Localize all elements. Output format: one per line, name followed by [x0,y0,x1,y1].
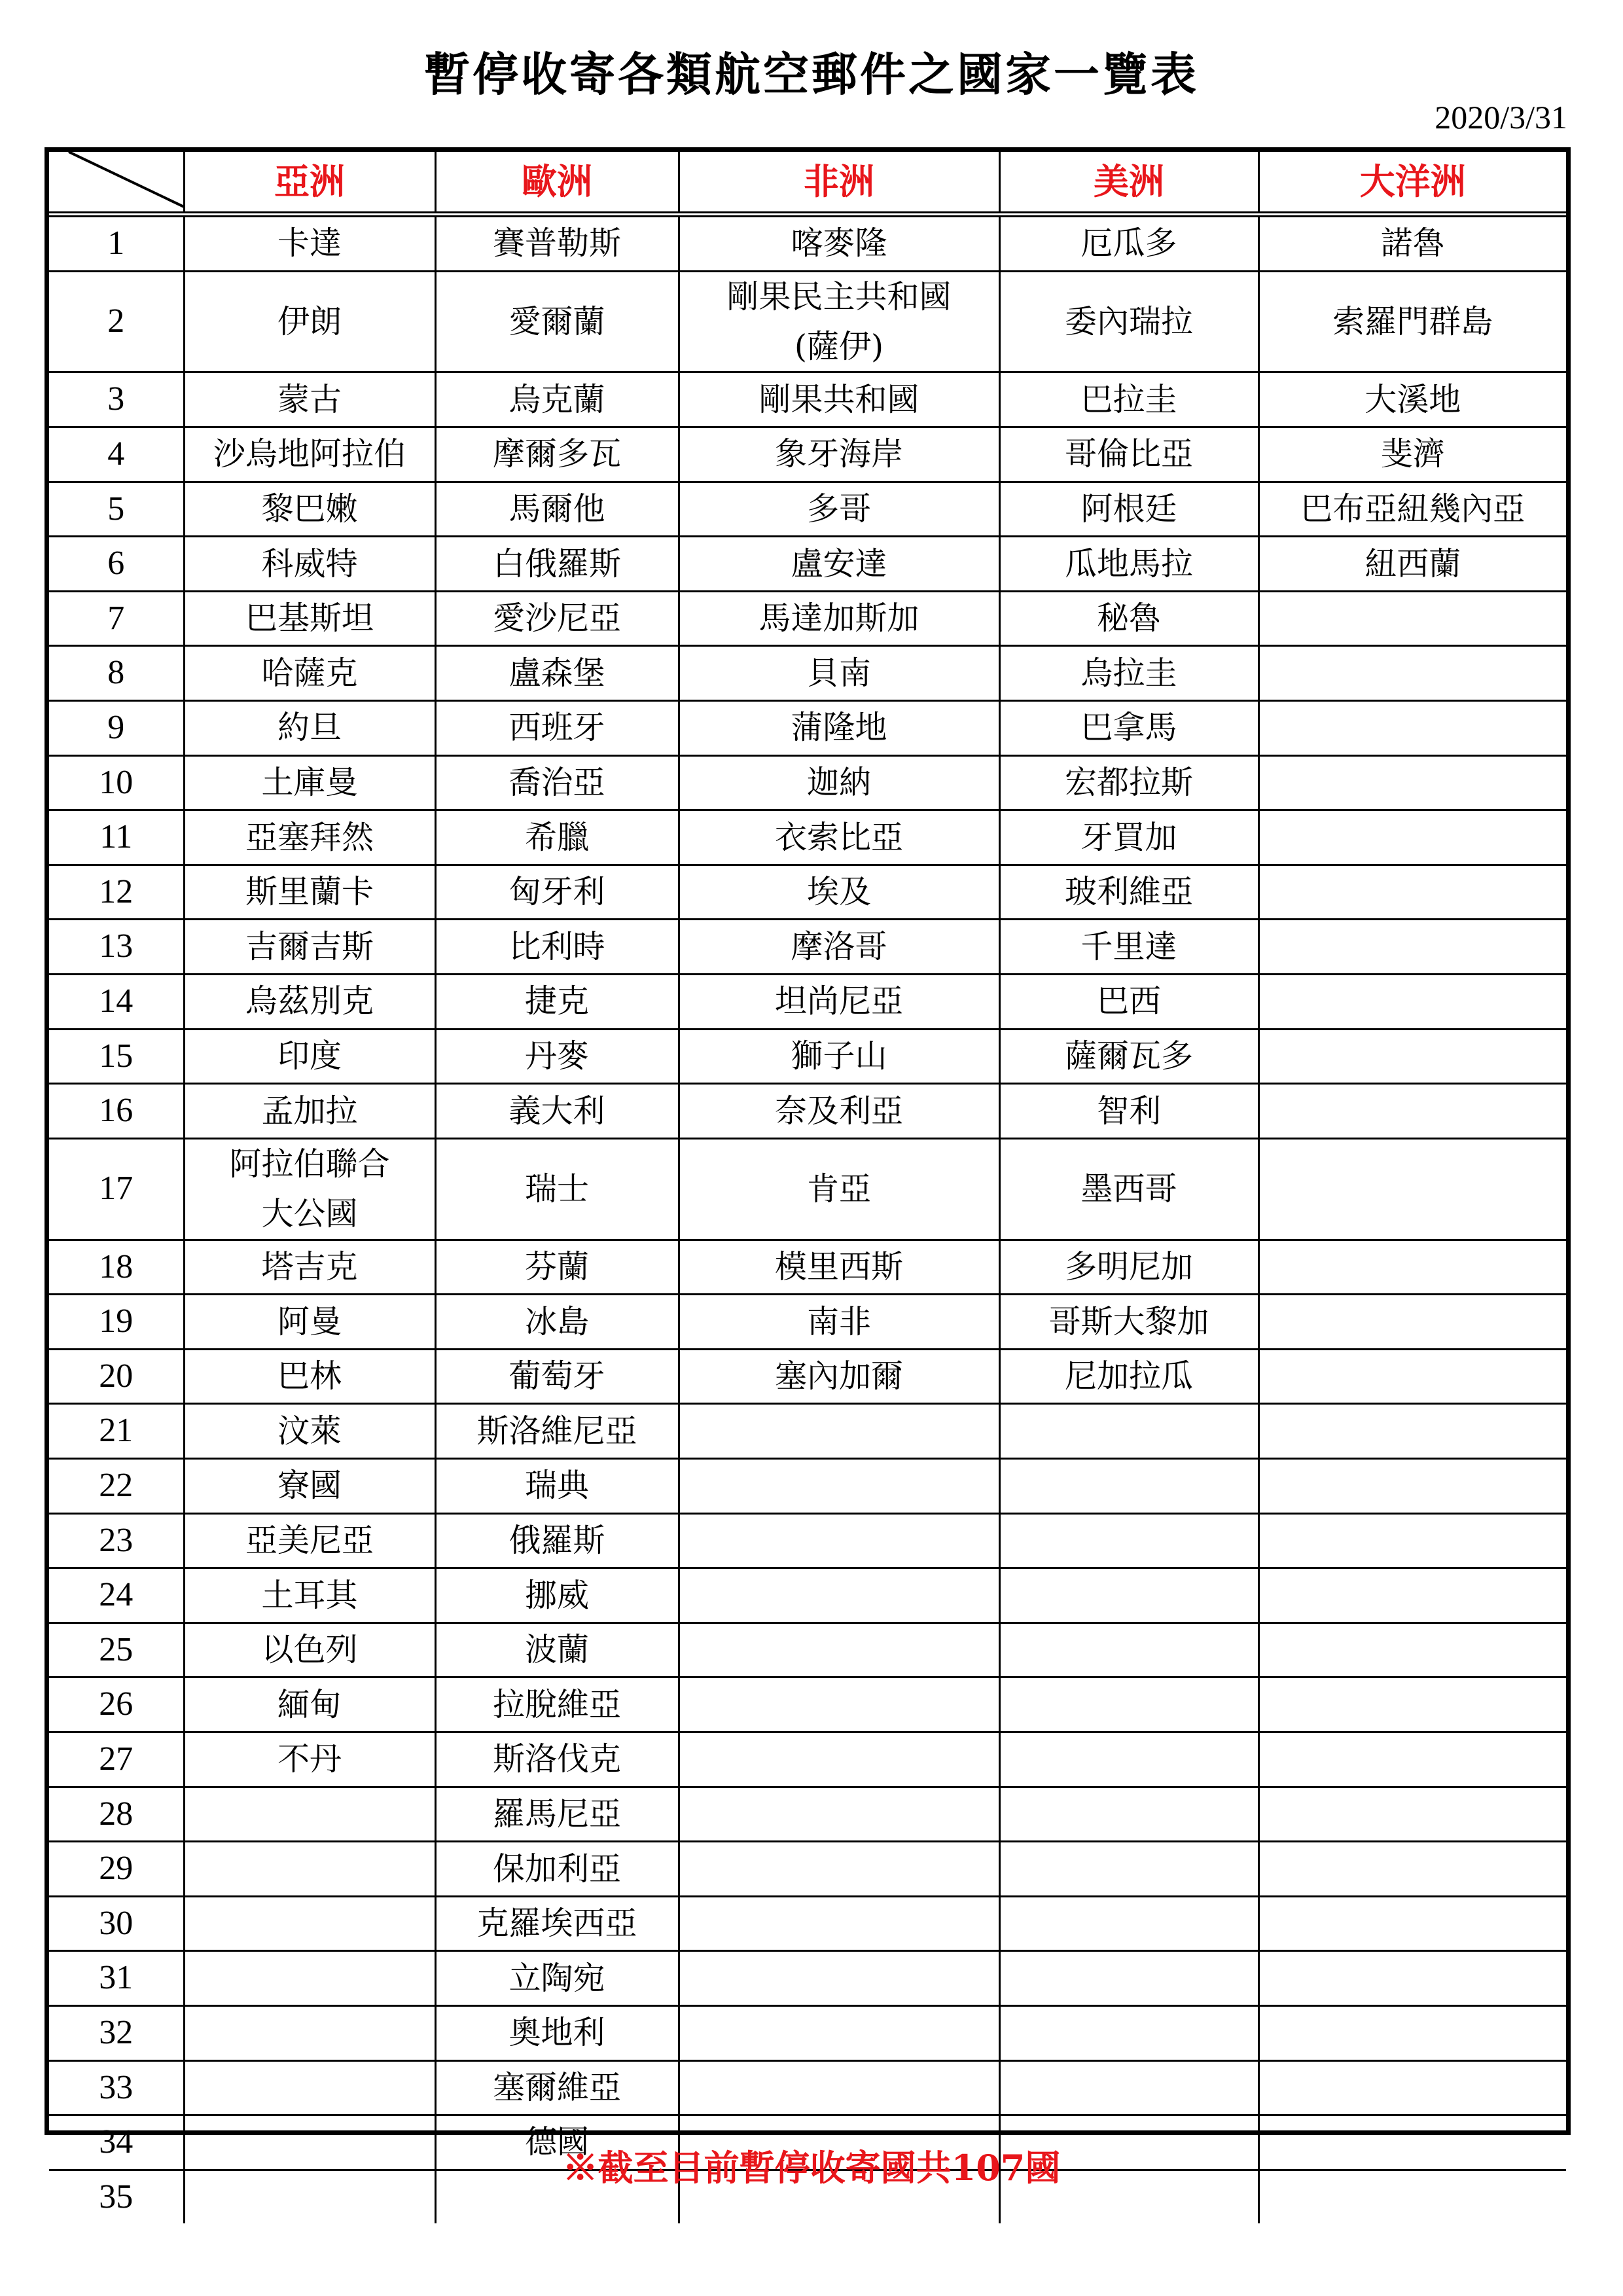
americas-cell: 巴拉圭 [999,372,1258,427]
asia-cell: 巴基斯坦 [184,591,435,646]
asia-cell [184,2060,435,2115]
table-row [49,1349,1566,1404]
africa-cell: 貝南 [679,646,999,701]
row-number: 12 [49,865,184,920]
table-row [49,271,1566,372]
africa-cell [679,1732,999,1787]
africa-cell [679,1513,999,1568]
americas-cell [999,1732,1258,1787]
africa-cell: 喀麥隆 [679,215,999,272]
table-row [49,1513,1566,1568]
asia-cell: 約旦 [184,701,435,756]
asia-cell: 土庫曼 [184,755,435,810]
americas-cell [999,2060,1258,2115]
row-number: 23 [49,1513,184,1568]
africa-cell [679,1677,999,1732]
americas-cell: 智利 [999,1084,1258,1139]
asia-cell: 蒙古 [184,372,435,427]
americas-cell: 烏拉圭 [999,646,1258,701]
footnote: ※截至目前暫停收寄國共107國 [562,2147,1061,2189]
europe-cell: 義大利 [435,1084,679,1139]
row-number: 20 [49,1349,184,1404]
americas-cell: 哥斯大黎加 [999,1295,1258,1350]
africa-cell: 肯亞 [679,1138,999,1240]
africa-cell: 蒲隆地 [679,701,999,756]
africa-cell: 馬達加斯加 [679,591,999,646]
asia-cell: 烏茲別克 [184,975,435,1030]
europe-cell: 賽普勒斯 [435,215,679,272]
asia-cell: 巴林 [184,1349,435,1404]
americas-cell: 瓜地馬拉 [999,537,1258,592]
table-row [49,1568,1566,1623]
americas-cell: 宏都拉斯 [999,755,1258,810]
asia-cell [184,1787,435,1842]
table-row [49,1951,1566,2006]
asia-cell: 以色列 [184,1623,435,1677]
oceania-cell [1258,1842,1566,1897]
asia-cell: 科威特 [184,537,435,592]
oceania-cell [1258,1404,1566,1459]
africa-cell: 象牙海岸 [679,427,999,482]
suspended-countries-table [49,152,1566,2223]
row-number: 22 [49,1459,184,1514]
americas-cell: 厄瓜多 [999,215,1258,272]
table-row [49,1404,1566,1459]
row-number: 5 [49,482,184,537]
row-number: 32 [49,2005,184,2060]
americas-cell: 尼加拉瓜 [999,1349,1258,1404]
oceania-cell [1258,2060,1566,2115]
oceania-cell [1258,1084,1566,1139]
americas-cell [999,2005,1258,2060]
africa-cell: 剛果民主共和國 (薩伊) [679,271,999,372]
europe-cell: 瑞士 [435,1138,679,1240]
europe-cell: 斯洛伐克 [435,1732,679,1787]
europe-cell: 愛爾蘭 [435,271,679,372]
document-date: 2020/3/31 [1435,99,1567,135]
asia-cell: 緬甸 [184,1677,435,1732]
oceania-cell [1258,1240,1566,1295]
europe-cell: 克羅埃西亞 [435,1896,679,1951]
africa-cell: 盧安達 [679,537,999,592]
americas-cell [999,1459,1258,1514]
row-number: 34 [49,2115,184,2170]
africa-cell [679,1623,999,1677]
table-row [49,1240,1566,1295]
table-row [49,2005,1566,2060]
asia-cell [184,1896,435,1951]
europe-cell: 喬治亞 [435,755,679,810]
header-africa: 非洲 [679,152,999,215]
europe-cell: 丹麥 [435,1029,679,1084]
americas-cell [999,1896,1258,1951]
oceania-cell [1258,1295,1566,1350]
oceania-cell: 大溪地 [1258,372,1566,427]
oceania-cell [1258,1787,1566,1842]
americas-cell: 玻利維亞 [999,865,1258,920]
row-number: 9 [49,701,184,756]
americas-cell: 阿根廷 [999,482,1258,537]
asia-cell: 亞美尼亞 [184,1513,435,1568]
row-number: 8 [49,646,184,701]
row-number: 35 [49,2170,184,2223]
americas-cell [999,1513,1258,1568]
table-row [49,646,1566,701]
europe-cell: 盧森堡 [435,646,679,701]
europe-cell: 芬蘭 [435,1240,679,1295]
table-row [49,975,1566,1030]
asia-cell [184,1951,435,2006]
table-row [49,2060,1566,2115]
row-number: 16 [49,1084,184,1139]
table-row [49,1029,1566,1084]
europe-cell: 葡萄牙 [435,1349,679,1404]
table-row [49,1732,1566,1787]
header-americas: 美洲 [999,152,1258,215]
americas-cell: 牙買加 [999,810,1258,865]
row-number: 15 [49,1029,184,1084]
oceania-cell [1258,920,1566,975]
table-row [49,920,1566,975]
asia-cell: 阿拉伯聯合 大公國 [184,1138,435,1240]
africa-cell [679,1459,999,1514]
europe-cell: 斯洛維尼亞 [435,1404,679,1459]
europe-cell: 俄羅斯 [435,1513,679,1568]
row-number: 17 [49,1138,184,1240]
table-row [49,1677,1566,1732]
table-header-row [49,152,1566,215]
europe-cell: 白俄羅斯 [435,537,679,592]
row-number: 25 [49,1623,184,1677]
americas-cell [999,1842,1258,1897]
europe-cell: 奧地利 [435,2005,679,2060]
asia-cell: 土耳其 [184,1568,435,1623]
americas-cell: 秘魯 [999,591,1258,646]
asia-cell: 亞塞拜然 [184,810,435,865]
africa-cell: 坦尚尼亞 [679,975,999,1030]
row-number: 24 [49,1568,184,1623]
row-number: 2 [49,271,184,372]
row-number: 30 [49,1896,184,1951]
row-number: 11 [49,810,184,865]
oceania-cell [1258,755,1566,810]
corner-cell [49,152,184,215]
europe-cell: 挪威 [435,1568,679,1623]
europe-cell: 匈牙利 [435,865,679,920]
header-oceania: 大洋洲 [1258,152,1566,215]
oceania-cell [1258,865,1566,920]
asia-cell: 斯里蘭卡 [184,865,435,920]
europe-cell: 愛沙尼亞 [435,591,679,646]
americas-cell: 委內瑞拉 [999,271,1258,372]
oceania-cell [1258,1623,1566,1677]
oceania-cell: 斐濟 [1258,427,1566,482]
oceania-cell [1258,1568,1566,1623]
europe-cell: 波蘭 [435,1623,679,1677]
asia-cell: 黎巴嫩 [184,482,435,537]
europe-cell: 立陶宛 [435,1951,679,2006]
europe-cell: 西班牙 [435,701,679,756]
table-row [49,372,1566,427]
table-row [49,755,1566,810]
europe-cell: 捷克 [435,975,679,1030]
africa-cell: 剛果共和國 [679,372,999,427]
table-row [49,482,1566,537]
header-asia: 亞洲 [184,152,435,215]
row-number: 4 [49,427,184,482]
oceania-cell [1258,646,1566,701]
table-row [49,427,1566,482]
asia-cell: 寮國 [184,1459,435,1514]
americas-cell [999,1568,1258,1623]
europe-cell: 希臘 [435,810,679,865]
row-number: 1 [49,215,184,272]
africa-cell: 衣索比亞 [679,810,999,865]
europe-cell: 塞爾維亞 [435,2060,679,2115]
table-row [49,865,1566,920]
table-row [49,1842,1566,1897]
table-row [49,701,1566,756]
asia-cell [184,2005,435,2060]
asia-cell: 不丹 [184,1732,435,1787]
oceania-cell: 索羅門群島 [1258,271,1566,372]
africa-cell [679,2005,999,2060]
table-row [49,1623,1566,1677]
americas-cell: 薩爾瓦多 [999,1029,1258,1084]
oceania-cell: 巴布亞紐幾內亞 [1258,482,1566,537]
africa-cell: 多哥 [679,482,999,537]
americas-cell: 千里達 [999,920,1258,975]
asia-cell: 塔吉克 [184,1240,435,1295]
oceania-cell [1258,1951,1566,2006]
oceania-cell [1258,591,1566,646]
africa-cell [679,1896,999,1951]
americas-cell: 墨西哥 [999,1138,1258,1240]
asia-cell: 伊朗 [184,271,435,372]
oceania-cell [1258,1459,1566,1514]
africa-cell: 摩洛哥 [679,920,999,975]
table-row [49,1084,1566,1139]
americas-cell [999,1787,1258,1842]
table-row [49,1896,1566,1951]
africa-cell [679,1951,999,2006]
europe-cell: 馬爾他 [435,482,679,537]
africa-cell: 獅子山 [679,1029,999,1084]
row-number: 29 [49,1842,184,1897]
europe-cell: 冰島 [435,1295,679,1350]
row-number: 10 [49,755,184,810]
europe-cell: 保加利亞 [435,1842,679,1897]
table-row [49,1138,1566,1240]
asia-cell: 阿曼 [184,1295,435,1350]
americas-cell: 巴拿馬 [999,701,1258,756]
europe-cell: 羅馬尼亞 [435,1787,679,1842]
table-row [49,1787,1566,1842]
asia-cell: 沙烏地阿拉伯 [184,427,435,482]
europe-cell: 瑞典 [435,1459,679,1514]
asia-cell: 哈薩克 [184,646,435,701]
row-number: 28 [49,1787,184,1842]
asia-cell [184,1842,435,1897]
americas-cell [999,1677,1258,1732]
asia-cell: 卡達 [184,215,435,272]
oceania-cell [1258,1513,1566,1568]
table-row [49,591,1566,646]
table-row [49,537,1566,592]
table-row [49,810,1566,865]
row-number: 33 [49,2060,184,2115]
row-number: 7 [49,591,184,646]
row-number: 21 [49,1404,184,1459]
row-number: 14 [49,975,184,1030]
americas-cell [999,1404,1258,1459]
row-number: 19 [49,1295,184,1350]
row-number: 26 [49,1677,184,1732]
oceania-cell [1258,975,1566,1030]
asia-cell: 孟加拉 [184,1084,435,1139]
africa-cell [679,1842,999,1897]
oceania-cell [1258,1677,1566,1732]
asia-cell: 印度 [184,1029,435,1084]
americas-cell: 哥倫比亞 [999,427,1258,482]
oceania-cell: 諾魯 [1258,215,1566,272]
oceania-cell [1258,1138,1566,1240]
africa-cell: 模里西斯 [679,1240,999,1295]
oceania-cell [1258,810,1566,865]
oceania-cell: 紐西蘭 [1258,537,1566,592]
africa-cell: 奈及利亞 [679,1084,999,1139]
table-row [49,1459,1566,1514]
oceania-cell [1258,701,1566,756]
corner-diagonal-line [49,152,184,211]
europe-cell: 德國 [435,2115,679,2170]
oceania-cell [1258,1029,1566,1084]
row-number: 6 [49,537,184,592]
asia-cell: 汶萊 [184,1404,435,1459]
europe-cell: 拉脫維亞 [435,1677,679,1732]
africa-cell: 迦納 [679,755,999,810]
row-number: 31 [49,1951,184,2006]
africa-cell [679,1568,999,1623]
page-title: 暫停收寄各類航空郵件之國家一覽表 [424,47,1199,101]
header-europe: 歐洲 [435,152,679,215]
oceania-cell [1258,1732,1566,1787]
americas-cell: 多明尼加 [999,1240,1258,1295]
americas-cell [999,1623,1258,1677]
americas-cell [999,1951,1258,2006]
africa-cell: 塞內加爾 [679,1349,999,1404]
row-number: 18 [49,1240,184,1295]
oceania-cell [1258,1896,1566,1951]
americas-cell: 巴西 [999,975,1258,1030]
oceania-cell [1258,1349,1566,1404]
africa-cell [679,1787,999,1842]
row-number: 3 [49,372,184,427]
europe-cell: 比利時 [435,920,679,975]
europe-cell: 烏克蘭 [435,372,679,427]
asia-cell: 吉爾吉斯 [184,920,435,975]
europe-cell: 摩爾多瓦 [435,427,679,482]
africa-cell: 南非 [679,1295,999,1350]
row-number: 13 [49,920,184,975]
row-number: 27 [49,1732,184,1787]
africa-cell [679,1404,999,1459]
africa-cell: 埃及 [679,865,999,920]
oceania-cell [1258,2005,1566,2060]
table-row [49,215,1566,272]
africa-cell [679,2060,999,2115]
table-row [49,1295,1566,1350]
